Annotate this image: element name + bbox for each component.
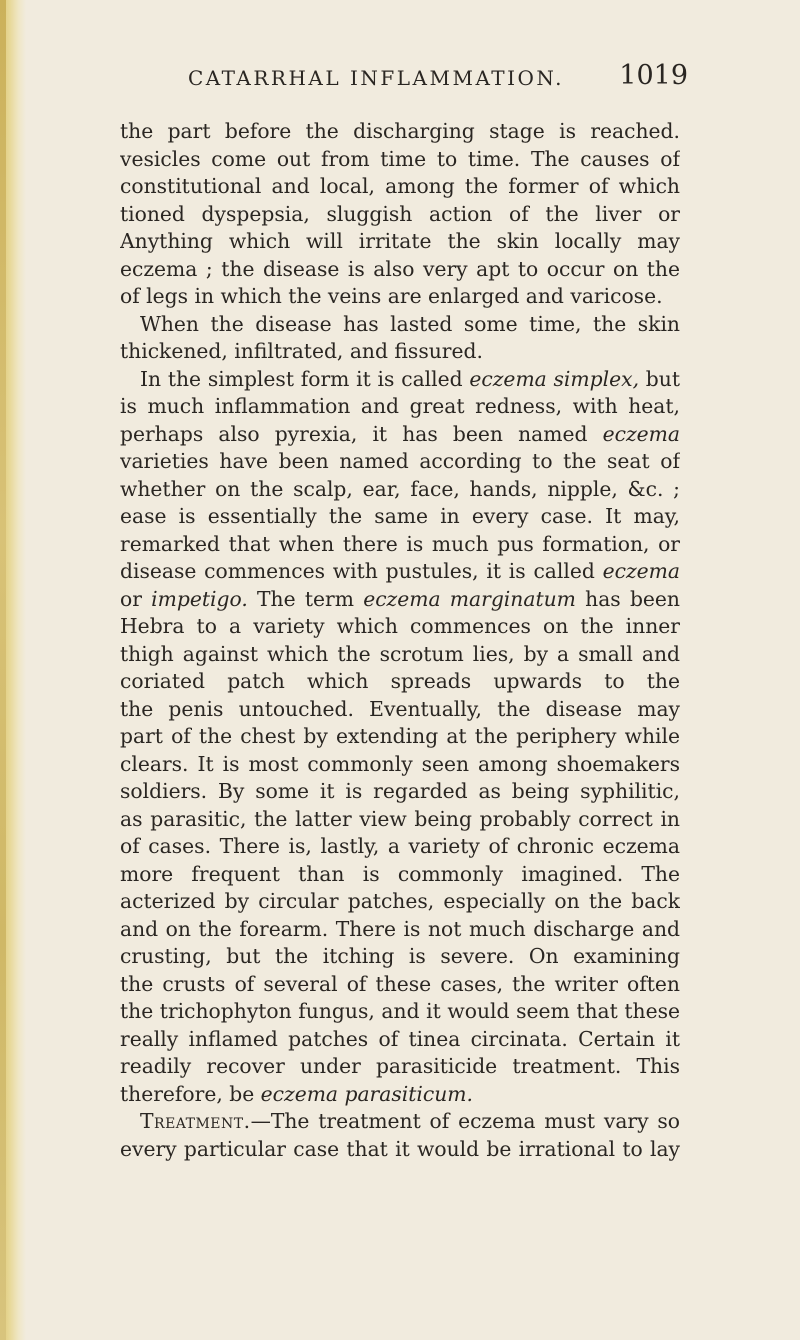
term-eczema-parasiticum: eczema parasiticum.: [260, 1081, 473, 1106]
term-eczema-marginatum: eczema marginatum: [363, 586, 576, 611]
line-text: perhaps also pyrexia, it has been named: [120, 421, 603, 446]
text-line: really inflamed patches of tinea circinata. Certain it: [120, 1026, 680, 1051]
text-line: readily recover under parasiticide treatment. This: [120, 1054, 680, 1078]
term-eczema-impetiginosum: eczema: [602, 559, 680, 583]
text-line: thickened, infiltrated, and fissured.: [120, 339, 483, 363]
body-text: [120, 118, 680, 1163]
text-line: [120, 421, 680, 449]
book-spine-edge: [0, 0, 6, 1340]
text-line: [120, 1081, 680, 1109]
line-text: The term: [247, 586, 364, 611]
text-line: part of the chest by extending at the periphery while: [120, 724, 680, 748]
section-heading-treatment: Treatment.: [140, 1109, 251, 1133]
text-line: is much inflammation and great redness, with heat,: [120, 394, 680, 418]
page-number: 1019: [619, 60, 688, 91]
text-line: the part before the discharging stage is reached.: [120, 119, 680, 143]
text-line: tioned dyspepsia, sluggish action of the liver or: [120, 201, 680, 226]
text-line: When the disease has lasted some time, the skin: [140, 311, 680, 336]
text-line: coriated patch which spreads upwards to the: [120, 669, 680, 693]
text-line: [120, 366, 680, 394]
line-text: —The treatment of eczema must vary so: [250, 1109, 680, 1133]
text-line: Hebra to a variety which commences on the inner: [120, 614, 680, 638]
text-line: the trichophyton fungus, and it would seem that these: [120, 999, 680, 1023]
text-line: the crusts of several of these cases, the writer often: [120, 971, 680, 996]
text-line: Anything which will irritate the skin locally may: [120, 229, 680, 253]
term-impetigo: impetigo.: [151, 586, 248, 611]
text-line: remarked that when there is much pus formation, or: [120, 531, 680, 556]
text-line: thigh against which the scrotum lies, by a small and: [120, 641, 680, 666]
text-line: [120, 586, 680, 614]
line-text: In the simplest form it is called: [140, 366, 470, 391]
page-header: [188, 60, 688, 100]
text-line: of cases. There is, lastly, a variety of chronic eczema: [120, 834, 680, 858]
text-line: as parasitic, the latter view being probably correct in: [120, 806, 680, 831]
line-text: or: [120, 586, 152, 611]
text-line: of legs in which the veins are enlarged and varicose.: [120, 284, 663, 308]
text-line: soldiers. By some it is regarded as being syphilitic,: [120, 779, 680, 803]
text-line: ease is essentially the same in every case. It may,: [120, 504, 680, 528]
running-head: CATARRHAL INFLAMMATION.: [188, 66, 565, 90]
text-line: whether on the scalp, ear, face, hands, nipple, &c. ;: [120, 476, 680, 501]
term-eczema-simplex: eczema simplex,: [469, 366, 640, 391]
text-line: the penis untouched. Eventually, the disease may: [120, 696, 680, 721]
text-line: and on the forearm. There is not much discharge and: [120, 916, 680, 941]
text-line: [120, 558, 680, 586]
text-line: acterized by circular patches, especially on the back: [120, 889, 680, 913]
text-line: varieties have been named according to the seat of: [120, 449, 680, 473]
text-line: [120, 1108, 680, 1136]
line-text: but: [645, 366, 680, 391]
text-line: crusting, but the itching is severe. On examining: [120, 944, 680, 968]
text-line: vesicles come out from time to time. The causes of: [120, 146, 680, 171]
text-line: constitutional and local, among the former of which: [120, 174, 680, 198]
text-line: eczema ; the disease is also very apt to occur on the: [120, 256, 680, 281]
line-text: has been: [585, 586, 680, 611]
text-line: more frequent than is commonly imagined. The: [120, 861, 680, 886]
text-line: clears. It is most commonly seen among shoemakers: [120, 751, 680, 776]
line-text: disease commences with pustules, it is called: [120, 559, 603, 583]
line-text: therefore, be: [120, 1081, 261, 1106]
text-line: every particular case that it would be irrational to lay: [120, 1136, 680, 1161]
term-eczema-rubrum: eczema: [602, 421, 680, 446]
